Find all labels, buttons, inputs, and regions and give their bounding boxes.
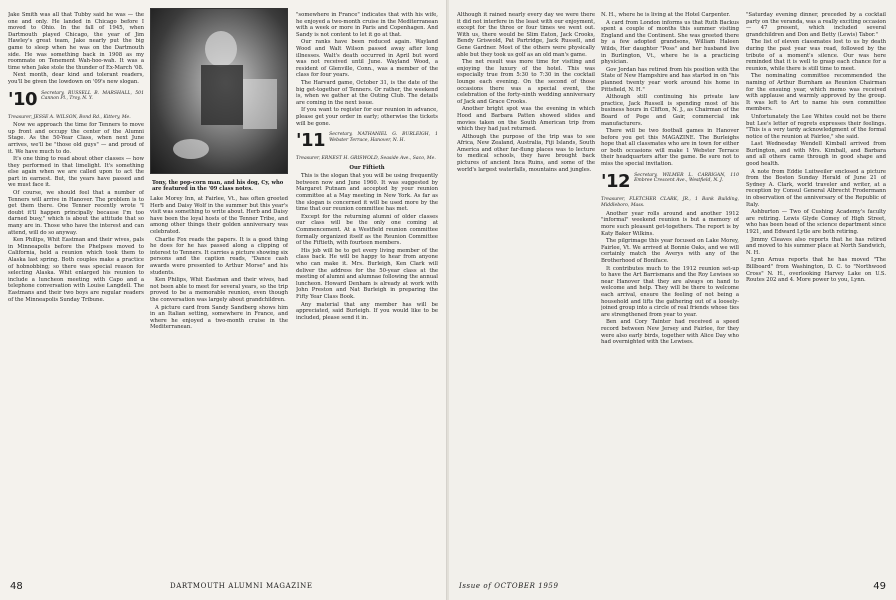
paragraph: Ben and Cory Tainter had received a speed record between New Jersey and Fairlee, for they were also early birds, together with Alice Day who had overnighted with the Lewises. <box>601 319 739 346</box>
paragraph: His job will be to get every living member of the class back. He will be happy to hear from anyone who can make it. Mrs. Burleigh, Ken Clark will deliver the address for the 50-year class at the meeting of alumni and alumnae following the annual luncheon. Howard Denham is already at work with John Preston and Nat Burleigh in preparing the Fifty Year Class Book. <box>296 247 438 300</box>
class-year: '11 <box>296 130 326 152</box>
paragraph: Another bright spot was the evening in which Hood and Barbara Patten showed slides and movies taken on the South American trip from which they had just returned. <box>457 106 595 133</box>
right-page <box>449 0 896 600</box>
paragraph: Any material that any member has will be appreciated, said Burleigh. If you would like to be included, please send it in. <box>296 301 438 321</box>
paragraph: Although still continuing his private law practice, Jack Russell is spending most of his business hours in Clifton, N. J., as Chairman of the Board of Poge and Gair, commercial ink manufacturers. <box>601 94 739 127</box>
paragraph: Although it rained nearly every day we were there it did not interfere in the least with our enjoyment, except for the three or four times we went out. With us, there would be Slim Eaton, Jack Crooks, Bendy Griswold, Pat Partridge, Jack Russell, and Gene Gardner. Most of the others were physically able but they took us golf as an old man's game. <box>457 12 595 58</box>
column-1 <box>8 12 144 572</box>
paragraph: The pilgrimage this year focused on Lake Morey, Fairlee, Vt. We arrived at Bonnie Oaks, and we will certainly match the Averys with any of the Brotherhood of Boniface. <box>601 238 739 264</box>
paragraph: Jake Smith was all that Tubby said he was — the one and only. He landed in Chicago before I moved to Ohio. In the fall of 1945, when Dartmouth played Chicago, the year of Jim Hawley's great team, Jake nearly put the big game to sleep when he was on the Dartmouth side. He was something back in 1908 as my roommate on Tenement Wah-hoo-wah. It was a time when Jake stole the thunder of Ex-March '08. <box>8 12 144 71</box>
column-6 <box>746 12 886 572</box>
column-5 <box>601 12 739 572</box>
class-year: '10 <box>8 88 38 110</box>
paragraph: Now we approach the time for Tenners to move up front and occupy the center of the Alumni Stage. As the 50-Year Class, when next June arrives, we'll be "those old guys" — and proud of it. We have much to do. <box>8 122 144 155</box>
paragraph: There will be two football games in Hanover before you get this MAGAZINE. The Burleighs hope that all classmates who are in town for either or both occasions will make 1 Webster Terrace their headquarters after the game. Be sure not to miss the special invitation. <box>601 128 739 168</box>
paragraph: A note from Eddie Luitweiler enclosed a picture from the Boston Sunday Herald of June 21 of Sydney A. Clark, world traveler and writer, at a reception by Consul General Albrecht Frodermann in observation of the anniversary of the Republic of Italy. <box>746 168 886 208</box>
class-treasurer: Treasurer, FLETCHER CLARK, JR., 1 Bank Building, Middleboro, Mass. <box>601 196 739 209</box>
paragraph: The list of eleven classmates lost to us by death during the past year was read, followed by the tribute of a moment's silence. Our was here reminded that it is well to grasp each chance for a reunion, while there is still time to meet. <box>746 39 886 72</box>
class-treasurer: Treasurer, ERNEST H. GRISWOLD, Seaside Ave., Saco, Me. <box>296 156 436 162</box>
paragraph: Another year rolls around and another 1912 "informal" weekend reunion is but a memory of more such pleasant get-togethers. The report is by Katy Baker Wilkins. <box>601 210 739 237</box>
paragraph: If you want to register for our reunion in advance, please get your order in early; otherwise the tickets will be gone. <box>296 107 438 127</box>
paragraph: Ashburton — Two of Cushing Academy's faculty are retiring. Lewis Glyde Comey of High Street, who has been head of the science department since 1921, and Edward Lytle are both retiring. <box>746 209 886 235</box>
paragraph: The nominating committee recommended the naming of Arthur Burnham as Reunion Chairman for the ensuing year, which memo was received with applause and warmly approved by the group. It was left to Art to name his own committee members. <box>746 73 886 113</box>
paragraph: Next month, dear kind and tolerant readers, you'll be given the lowdown on '09's new slogan. <box>8 72 144 85</box>
paragraph: A picture card from Sandy Sandberg shows him in an Italian setting, somewhere in France, and where he enjoyed a two-month cruise in the Mediterranean. <box>150 304 288 331</box>
paragraph: This is the slogan that you will be using frequently between now and June 1960. It was suggested by Margaret Putnam and accepted by your reunion committee at a May meeting in New York. As far as the slogan is concerned it will be used more by the time that our reunion committee has met. <box>296 173 438 213</box>
magazine-title: DARTMOUTH ALUMNI MAGAZINE <box>170 582 313 590</box>
left-page <box>0 0 447 600</box>
paragraph: Gov Jordan has retired from his position with the State of New Hampshire and has started in on "his planned twenty year work around his home in Pittsfield, N. H." <box>601 66 739 93</box>
class-header-1912 <box>601 170 739 192</box>
paragraph: Lynn Arnus reports that he has moved "The Billboard" from Washington, D. C. to "Northwood Cross" N. H., overlooking Harvey Lake on U.S. Routes 202 and 4. More power to you, Lynn. <box>746 257 886 284</box>
paragraph: "somewhere in France" indicates that with his wife, he enjoyed a two-month cruise in the Mediterranean with a week or more in Paris and Copenhagen. And Sandy is not content to let it go at that. <box>296 12 438 38</box>
class-secretary: Secretary, NATHANIEL G. BURLEIGH, 1 Webster Terrace, Hanover, N. H. <box>329 132 438 143</box>
popcorn-man-photo <box>150 8 288 174</box>
paragraph: Our ranks have been reduced again. Wayland Wood and Walt Wilson passed away after long illnesses. Walt's death occurred in April but word was not received until June. Wayland Wood, a resident of Glenville, Conn., was a member of the class for four years. <box>296 39 438 79</box>
paragraph: A card from London informs us that Ruth Backus spent a couple of months this summer visiting England and the Continent. She was greeted there by a few adopted grandsons, William Haleen Wilds, Her daughter "Poss" and her husband live in Burlington, Vt., where he is a practicing physician. <box>601 19 739 66</box>
paragraph: It contributes much to the 1912 reunion set-up to have the Art Barrismans and the Roy Lewises so near Hanover that they are always on hand to welcome and help. They will be there to welcome each arrival, ensure the feeling of not being a household and lifts the gathering out of a loosely-joined group into a circle of real friends whose ties are strengthened from year to year. <box>601 265 739 318</box>
column-2 <box>150 196 288 572</box>
class-header-1911 <box>296 132 438 150</box>
paragraph: Unfortunately the Lee Whites could not be there but Lee's letter of regrets expresses their feelings. "This is a very tardy acknowledgment of the formal notice of the reunion at Fairlee," she said. <box>746 113 886 140</box>
paragraph: "Saturday evening dinner, preceded by a cocktail party on the veranda, was a really exciting occasion — 47 present, which included several grandchildren and Don and Betty (Lewis) Tabor." <box>746 12 886 38</box>
class-secretary: Secretary, WILMER L. CARRIGAN, 110 Embree Crescent Ave., Westfield, N. J. <box>634 172 739 184</box>
photo-figure-illustration <box>151 9 289 175</box>
paragraph: Charlie Fox reads the papers. It is a good thing he does for he has passed along a clipping of interest to Tenners. It carries a picture showing six persons and the caption reads, "Dance cash awards were presented to Arthur Morse" and his students. <box>150 236 288 276</box>
class-header-1910 <box>8 88 144 110</box>
column-4 <box>457 12 595 572</box>
paragraph: Although the purpose of the trip was to see Africa, New Zealand, Australia, Fiji Islands, South America and other far-flung places was to lecture to medical schools, they have brought back pictures of ancient Inca Ruins, and some of the world's largest waterfalls, mountains and jungles. <box>457 133 595 173</box>
paragraph: N. H., where he is living at the Hotel Carpenter. <box>601 12 731 18</box>
paragraph: Last Wednesday Wendell Kimball arrived from Burlington, and with Mrs. Kimball, and Barbara and all others came through in good shape and good health. <box>746 141 886 168</box>
class-year: '12 <box>601 170 631 192</box>
page-number-right: 49 <box>873 581 886 592</box>
paragraph: Except for the returning alumni of older classes our class will be the only one coming at Commencement. At a Westfield reunion committee formally organized itself as the Reunion Committee of the Fiftieth, with fourteen members. <box>296 213 438 247</box>
photo-caption: Tony, the pop-corn man, and his dog, Cy, who are featured in the '09 class notes. <box>152 180 284 193</box>
section-heading: Our Fiftieth <box>349 164 385 171</box>
class-treasurer: Treasurer, JESSE A. WILSON, Bond Rd., Kittery, Me. <box>8 114 131 120</box>
paragraph: Jimmy Cleaves also reports that he has retired and moved to his summer place at North Sandwich, N. H. <box>746 236 886 256</box>
class-secretary: Secretary, RUSSELL B. MARSHALL, 501 Cannon Pl., Troy, N. Y. <box>41 90 144 102</box>
paragraph: It's one thing to read about other classes — how they performed in that limelight. It's something else again when we are called upon to act the part in earnest. But, the years have passed and we must face it. <box>8 156 144 189</box>
paragraph: Ken Philips, Whit Eastman and their wives, had not been able to meet for several years, so the trip proved to be a memorable reunion, even though the conversation was largely about grandchildren. <box>150 277 288 303</box>
paragraph: The net result was more time for visiting and enjoying the luxury of the hotel. This was especially true from 5:30 to 7:30 in the cocktail lounge each evening. On the second of those occasions there was a special event, the celebration of the forty-ninth wedding anniversary of Jack and Grace Crooks. <box>457 59 595 105</box>
paragraph: Of course, we should feel that a number of Tenners will arrive in Hanover. The problem is to get them there. One Tenner recently wrote "I doubt it'll happen principally because I'm too darned busy," which is about the attitude that so many are in. Those who have the interest and can attend, will do so anyway. <box>8 190 144 236</box>
issue-label: Issue of OCTOBER 1959 <box>459 582 559 590</box>
page-number-left: 48 <box>10 581 23 592</box>
paragraph: The Harvard game, October 31, is the date of the big get-together of Tenners. Or rather, the weekend is, when we gather at the Outing Club. The details are coming in the next issue. <box>296 79 438 106</box>
paragraph: Lake Morey Inn, at Fairlee, Vt., has often greeted Herb and Daisy Wolf in the summer but this year's visit was something to write about. Herb and Daisy have been the loyal hosts of the Tenner Tribe, and among other things their golden anniversary was celebrated. <box>150 196 288 235</box>
paragraph: Ken Philips, Whit Eastman and their wives, pals in Minneapolis before the Phelpses moved to California, held a reunion which took them to Alaska last spring. Both couples make a practice of hobnobbing; so there was special reason for selecting Alaska. Whit enlarged his reunion to include a luncheon meeting with Capo and a telephone conversation with Louise Langdell. The Eastmans and their two boys are regular readers of the Minneapolis Sunday Tribune. <box>8 237 144 303</box>
column-3 <box>296 12 438 572</box>
